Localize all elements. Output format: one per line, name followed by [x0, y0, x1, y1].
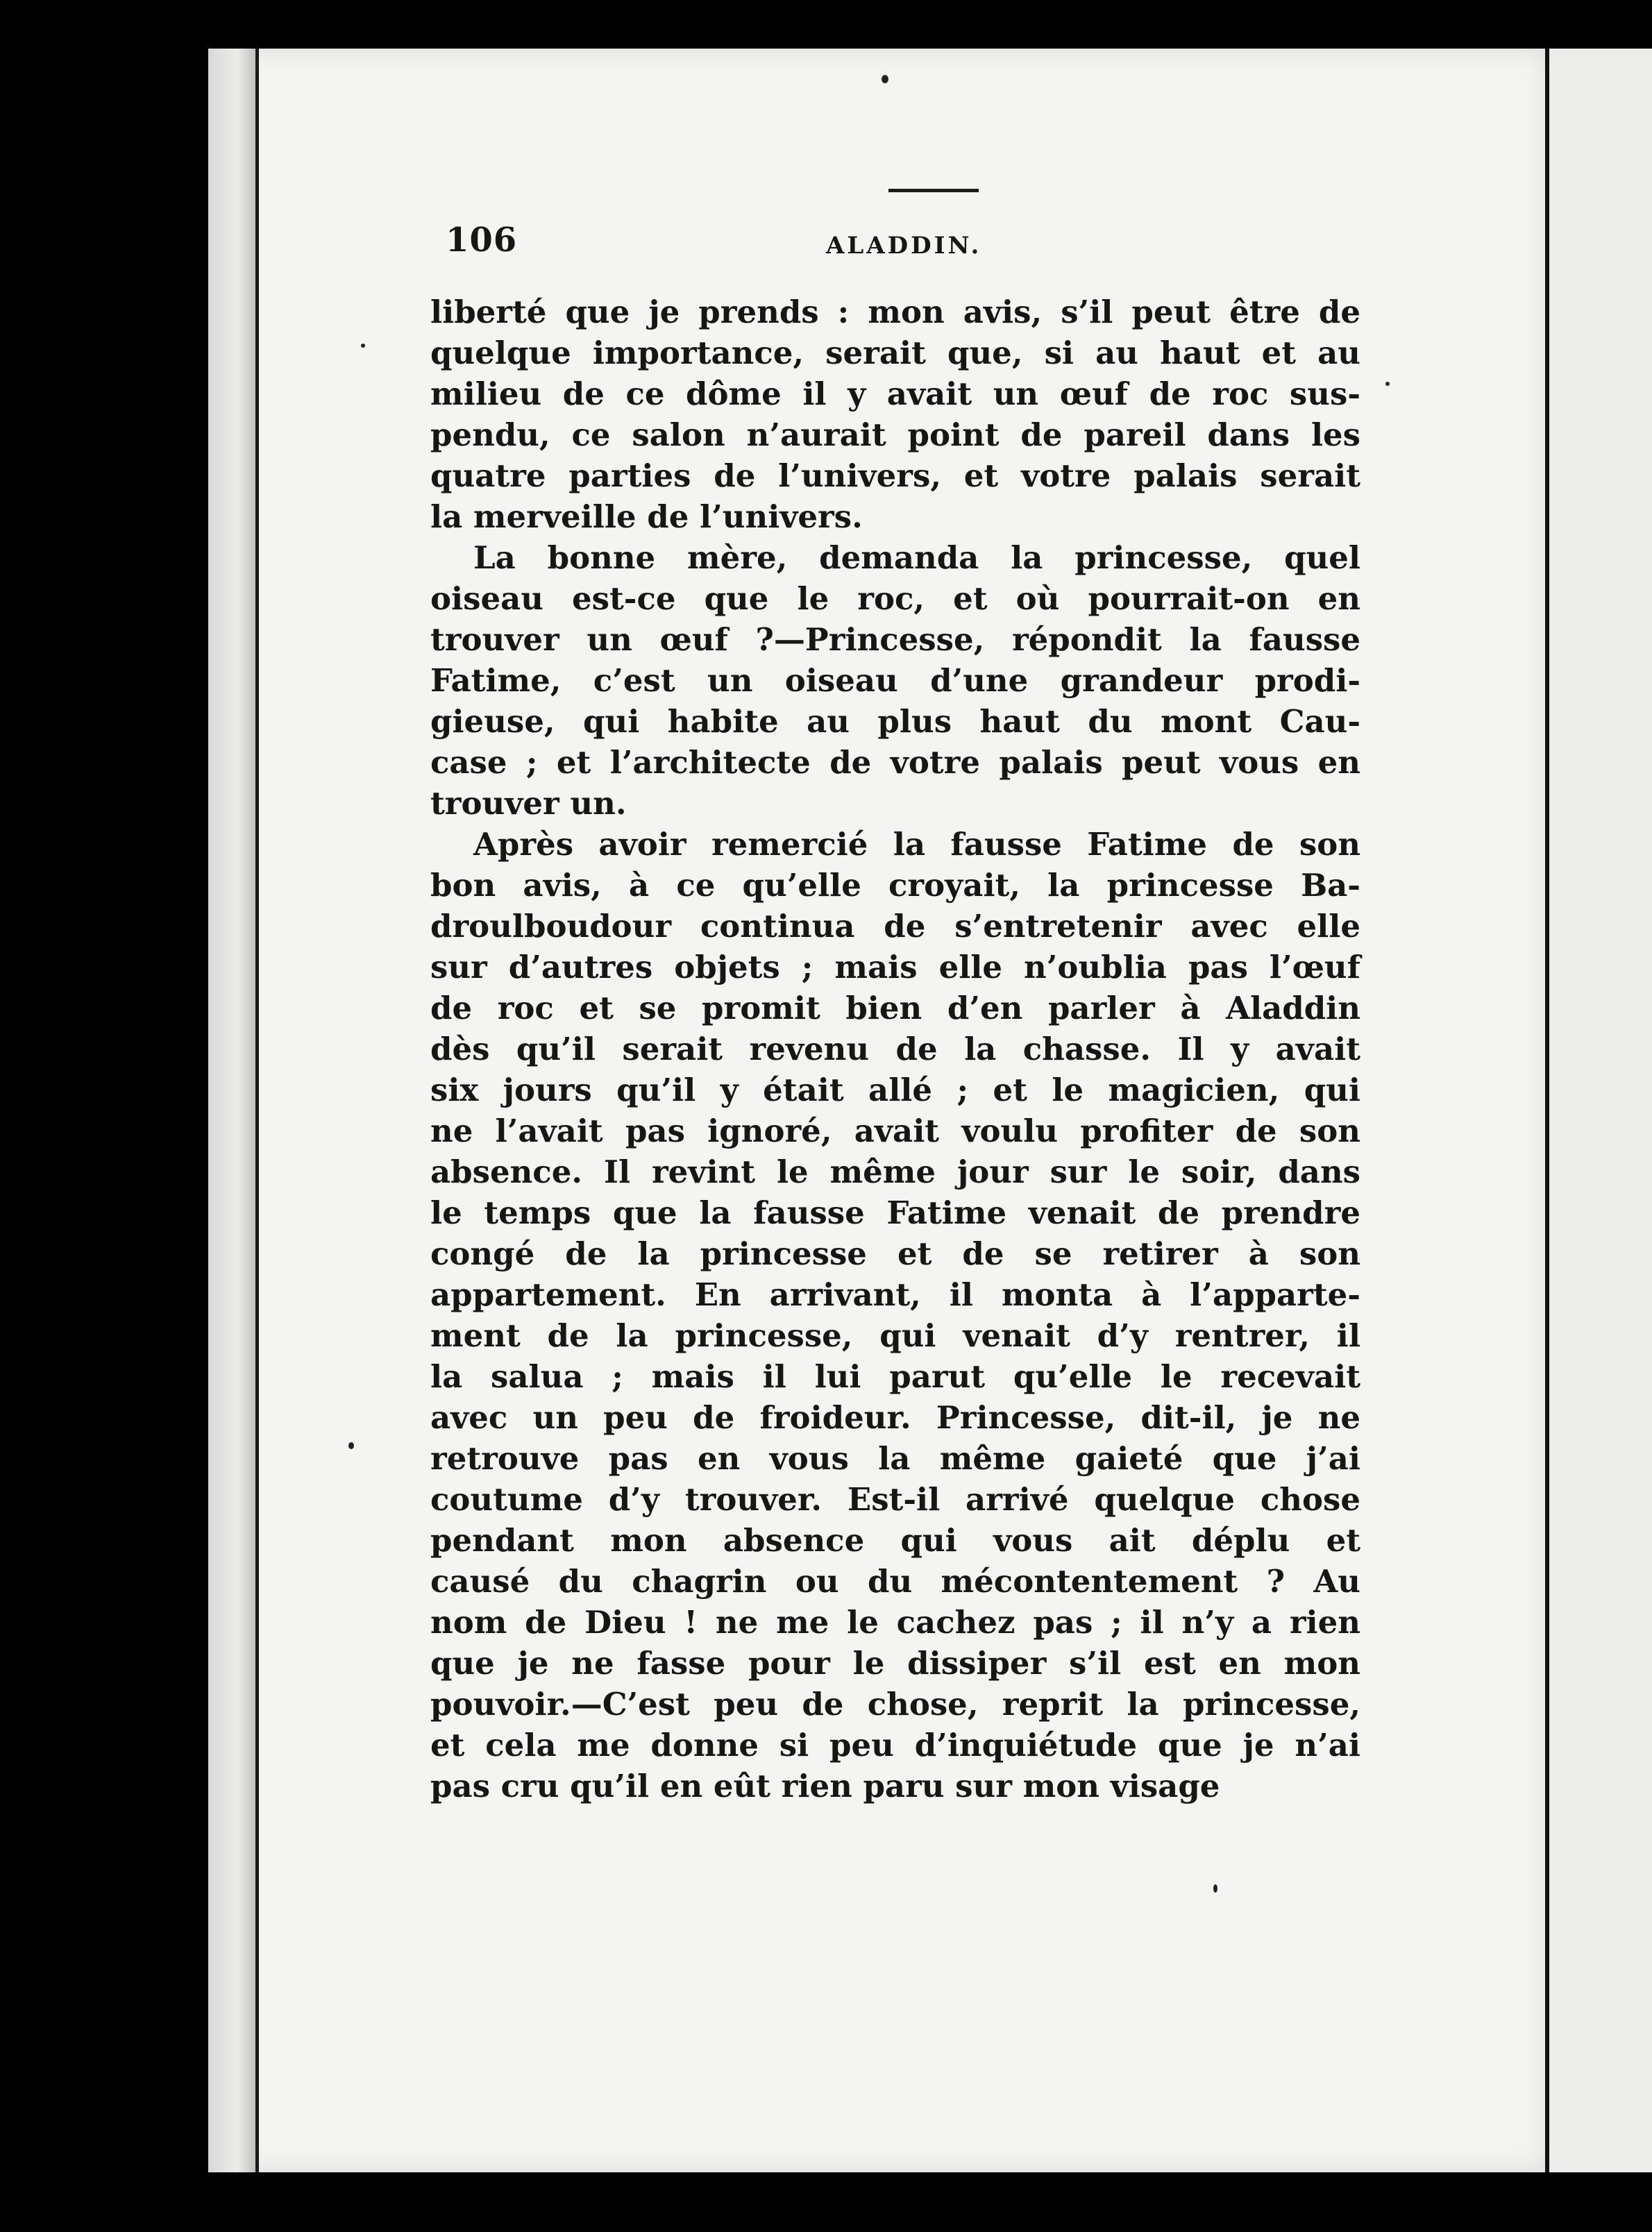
text-line: la merveille de l’univers. — [430, 498, 863, 535]
text-line: quatre parties de l’univers, et votre palais serait — [430, 457, 1360, 494]
text-line: ne l’avait pas ignoré, avait voulu profiter de son — [430, 1113, 1360, 1149]
text-line: causé du chagrin ou du mécontentement ? Au — [430, 1563, 1360, 1600]
text-line: pas cru qu’il en eût rien paru sur mon visage — [430, 1768, 1220, 1804]
text-line: trouver un. — [430, 785, 627, 822]
ink-speck — [1385, 382, 1390, 386]
text-line: absence. Il revint le même jour sur le soir, dans — [430, 1153, 1360, 1190]
text-line: ment de la princesse, qui venait d’y rentrer, il — [430, 1317, 1360, 1354]
text-line: la salua ; mais il lui parut qu’elle le recevait — [430, 1358, 1360, 1395]
text-line: dès qu’il serait revenu de la chasse. Il y avait — [430, 1031, 1360, 1067]
text-line: bon avis, à ce qu’elle croyait, la princesse Ba- — [430, 867, 1360, 904]
ink-speck — [882, 75, 888, 83]
text-line: pendu, ce salon n’aurait point de pareil dans les — [430, 416, 1360, 453]
running-title: ALADDIN. — [826, 232, 982, 260]
page-header — [430, 208, 1360, 285]
text-line: sur d’autres objets ; mais elle n’oublia pas l’œuf — [430, 949, 1360, 986]
page-text-block — [430, 208, 1360, 1807]
text-line: congé de la princesse et de se retirer à son — [430, 1235, 1360, 1272]
left-page-edge — [255, 49, 259, 2172]
text-line: appartement. En arrivant, il monta à l’apparte- — [430, 1276, 1360, 1313]
text-line: de roc et se promit bien d’en parler à Aladdin — [430, 990, 1360, 1026]
text-line: retrouve pas en vous la même gaieté que j’ai — [430, 1440, 1360, 1477]
text-line: Fatime, c’est un oiseau d’une grandeur prodi- — [430, 662, 1360, 699]
text-line: oiseau est-ce que le roc, et où pourrait-on en — [430, 580, 1360, 617]
text-line: que je ne fasse pour le dissiper s’il est en mon — [430, 1645, 1360, 1682]
text-line: milieu de ce dôme il y avait un œuf de roc sus- — [430, 375, 1360, 412]
text-line: six jours qu’il y était allé ; et le magicien, qui — [430, 1072, 1360, 1108]
text-line: liberté que je prends : mon avis, s’il peut être de — [430, 294, 1360, 330]
page-number: 106 — [446, 221, 518, 260]
text-line: avec un peu de froideur. Princesse, dit-il, je ne — [430, 1399, 1360, 1436]
text-line: gieuse, qui habite au plus haut du mont Cau- — [430, 703, 1360, 740]
ink-speck — [361, 344, 365, 348]
text-line: et cela me donne si peu d’inquiétude que je n’ai — [430, 1727, 1360, 1764]
body-text — [430, 291, 1360, 1807]
top-ornament-dash — [888, 189, 979, 192]
text-line: le temps que la fausse Fatime venait de prendre — [430, 1194, 1360, 1231]
ink-speck — [1213, 1884, 1217, 1893]
text-line: droulboudour continua de s’entretenir avec elle — [430, 908, 1360, 945]
right-page-edge — [1545, 49, 1549, 2172]
page-gutter-shadow — [208, 49, 257, 2172]
text-line: pendant mon absence qui vous ait déplu et — [430, 1522, 1360, 1559]
text-line: case ; et l’architecte de votre palais peut vous en — [430, 744, 1360, 781]
text-line: quelque importance, serait que, si au haut et au — [430, 335, 1360, 371]
text-line: coutume d’y trouver. Est-il arrivé quelque chose — [430, 1481, 1360, 1518]
text-line: Après avoir remercié la fausse Fatime de son — [473, 826, 1360, 863]
facing-page-edge — [1546, 49, 1652, 2172]
ink-speck — [348, 1442, 354, 1449]
text-line: pouvoir.—C’est peu de chose, reprit la princesse, — [430, 1686, 1360, 1723]
text-line: La bonne mère, demanda la princesse, quel — [473, 539, 1360, 576]
text-line: trouver un œuf ?—Princesse, répondit la fausse — [430, 621, 1360, 658]
text-line: nom de Dieu ! ne me le cachez pas ; il n’y a rien — [430, 1604, 1360, 1641]
